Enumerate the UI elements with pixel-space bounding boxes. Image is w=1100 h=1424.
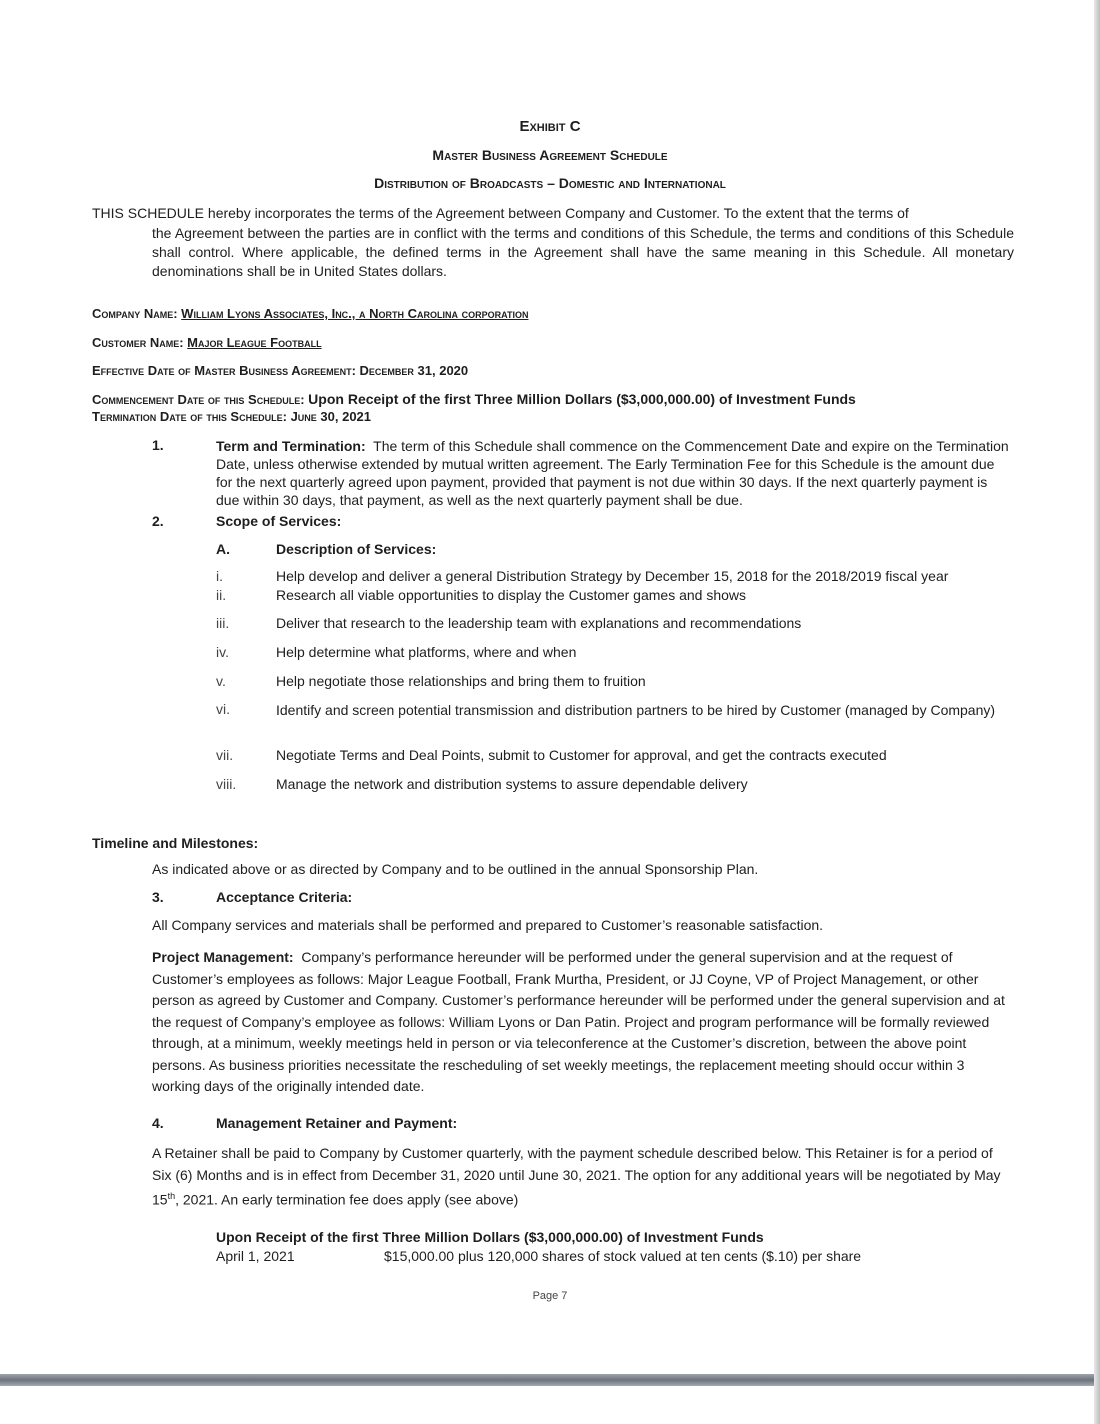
effective-date-value: December 31, 2020 (359, 363, 469, 378)
timeline-text: As indicated above or as directed by Company and to be outlined in the annual Sponsorship Plan. (152, 861, 759, 877)
company-name-label: Company Name: (92, 306, 182, 321)
service-item-text: Deliver that research to the leadership team with explanations and recommendations (276, 615, 802, 631)
commencement-date-value: Upon Receipt of the first Three Million Dollars ($3,000,000.00) of Investment Funds (308, 391, 856, 407)
section-2-heading: Scope of Services: (216, 513, 342, 529)
schedule-title: Master Business Agreement Schedule (432, 147, 668, 163)
termination-date-value: June 30, 2021 (290, 409, 372, 424)
service-item-text: Help negotiate those relationships and bring them to fruition (276, 673, 646, 689)
service-item-number: i. (216, 568, 223, 584)
service-item-text: Help develop and deliver a general Distribution Strategy by December 15, 2018 for the 2018/2019 fiscal year (276, 568, 949, 584)
customer-name-value: Major League Football (187, 335, 322, 350)
retainer-text-end: , 2021. An early termination fee does apply (see above) (175, 1191, 519, 1208)
section-3-heading: Acceptance Criteria: (216, 889, 353, 905)
retainer-text: A Retainer shall be paid to Company by Customer quarterly, with the payment schedule described below. This Retainer is for a period of Six (6) Months and is in effect from December 31, 2020 until June 30, 2021. The option for any additional years will be negotiated by May 15 (152, 1145, 1001, 1208)
scan-edge-bar (0, 1374, 1100, 1386)
project-management-heading: Project Management: (152, 949, 294, 965)
intro-paragraph: the Agreement between the parties are in conflict with the terms and conditions of this Schedule, the terms and conditions of this Schedule shall control. Where applicable, the defined terms in the Agreement shall have the same meaning in this Schedule. All monetary denominations shall be in United States dollars. (152, 225, 1014, 279)
intro-first-line: THIS SCHEDULE hereby incorporates the terms of the Agreement between Company and Customer. To the extent that the terms of (92, 205, 909, 221)
service-item-text: Negotiate Terms and Deal Points, submit to Customer for approval, and get the contracts executed (276, 747, 887, 763)
termination-date-label: Termination Date of this Schedule: (92, 409, 291, 424)
scan-right-edge (1094, 0, 1100, 1424)
service-item-text: Research all viable opportunities to display the Customer games and shows (276, 587, 747, 603)
section-1-text: The term of this Schedule shall commence on the Commencement Date and expire on the Termination Date, unless otherwise extended by mutual written agreement. The Early Termination Fee for this Schedule is the amount due for the next quarterly agreed upon payment, provided that payment is not due within 30 days. If the next quarterly payment is due within 30 days, that payment, as well as the next quarterly payment shall be due. (216, 438, 1009, 508)
exhibit-label: Exhibit C (519, 118, 581, 135)
company-name-field (92, 306, 528, 321)
project-management-paragraph (152, 947, 1014, 1098)
service-item-number: iv. (216, 644, 229, 660)
retainer-superscript: th (167, 1191, 176, 1201)
timeline-heading: Timeline and Milestones: (92, 835, 259, 851)
effective-date-field (92, 363, 468, 378)
section-4-heading: Management Retainer and Payment: (216, 1115, 458, 1131)
service-item-number: vii. (216, 747, 234, 763)
payment-terms: $15,000.00 plus 120,000 shares of stock valued at ten cents ($.10) per share (384, 1248, 862, 1264)
section-3-text: All Company services and materials shall be performed and prepared to Customer’s reasonable satisfaction. (152, 917, 824, 933)
service-item-number: v. (216, 673, 226, 689)
section-3-number: 3. (152, 889, 164, 905)
service-item-text: Identify and screen potential transmission and distribution partners to be hired by Customer (managed by Company) (276, 702, 996, 718)
service-item-number: ii. (216, 587, 227, 603)
section-1-number: 1. (152, 437, 164, 453)
section-2-number: 2. (152, 513, 164, 529)
customer-name-field (92, 335, 322, 350)
company-name-value: William Lyons Associates, Inc., a North Carolina corporation (181, 306, 529, 321)
service-item-text: Manage the network and distribution systems to assure dependable delivery (276, 776, 748, 792)
schedule-subtitle: Distribution of Broadcasts – Domestic and International (374, 175, 726, 191)
section-2a-letter: A. (216, 541, 230, 557)
customer-name-label: Customer Name: (92, 335, 188, 350)
payment-date: April 1, 2021 (216, 1248, 295, 1264)
page-number: Page 7 (532, 1290, 568, 1302)
project-management-text: Company’s performance hereunder will be performed under the general supervision and at the request of Customer’s employees as follows: Major League Football, Frank Murtha, President, or JJ Coyne, VP of Project Management, or other person as agreed by Customer and Company. Customer’s performance hereunder will be performed under the general supervision and at the request of Company’s employee as follows: William Lyons or Dan Patin. Project and program performance will be formally reviewed through, at a minimum, weekly meetings held in person or via teleconference at the Customer’s discretion, between the above point persons. As business priorities necessitate the rescheduling of set weekly meetings, the replacement meeting should occur within 3 working days of the originally intended date. (152, 949, 1005, 1094)
section-2a-heading: Description of Services: (276, 541, 437, 557)
payment-schedule-heading: Upon Receipt of the first Three Million Dollars ($3,000,000.00) of Investment Funds (216, 1229, 764, 1245)
retainer-paragraph (152, 1143, 1014, 1211)
service-item-text: Help determine what platforms, where and when (276, 644, 577, 660)
commencement-date-label: Commencement Date of this Schedule: (92, 392, 309, 407)
section-1-paragraph (216, 437, 1012, 509)
service-item-number: viii. (216, 776, 237, 792)
service-item-number: iii. (216, 615, 230, 631)
effective-date-label: Effective Date of Master Business Agreement: (92, 363, 360, 378)
section-4-number: 4. (152, 1115, 164, 1131)
section-1-heading: Term and Termination: (216, 438, 366, 454)
termination-date-field (92, 409, 371, 424)
commencement-date-field (92, 391, 856, 407)
service-item-number: vi. (216, 701, 230, 717)
